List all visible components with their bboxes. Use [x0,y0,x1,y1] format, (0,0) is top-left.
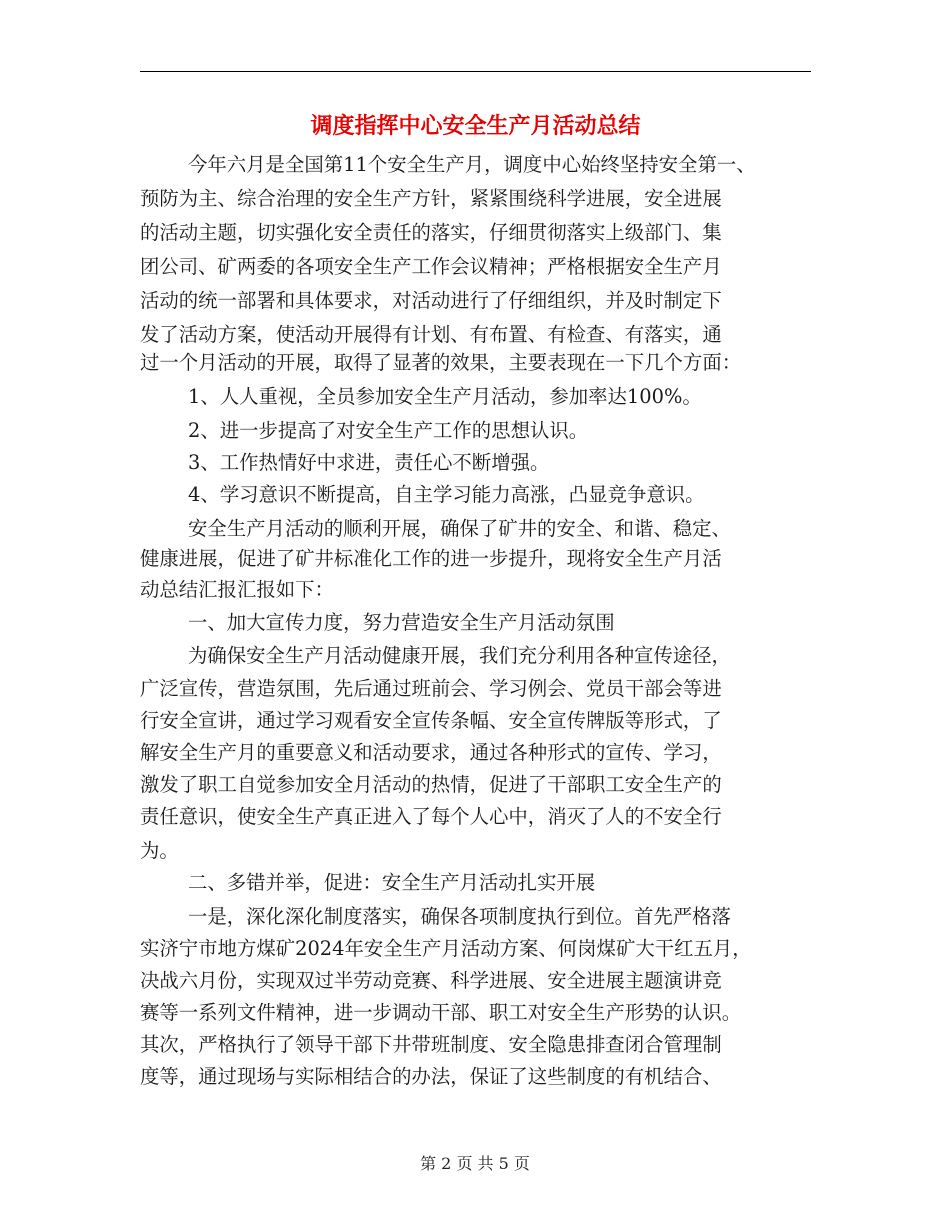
body-line: 决战六月份，实现双过半劳动竞赛、科学进展、安全进展主题演讲竞 [140,969,722,992]
list-item: 1、人人重视，全员参加安全生产月活动，参加率达100%。 [188,385,702,408]
body-line: 度等，通过现场与实际相结合的办法，保证了这些制度的有机结合、 [140,1065,722,1088]
body-line: 行安全宣讲，通过学习观看安全宣传条幅、安全宣传牌版等形式，了 [140,709,722,732]
body-line: 安全生产月活动的顺利开展，确保了矿井的安全、和谐、稳定、 [188,517,731,540]
body-line: 其次，严格执行了领导干部下井带班制度、安全隐患排查闭合管理制 [140,1033,722,1056]
list-item: 2、进一步提高了对安全生产工作的思想认识。 [188,419,589,442]
body-line: 发了活动方案，使活动开展得有计划、有布置、有检查、有落实，通 [140,323,722,346]
body-line: 实济宁市地方煤矿2024年安全生产月活动方案、何岗煤矿大干红五月， [140,937,752,960]
list-item: 4、学习意识不断提高，自主学习能力高涨，凸显竞争意识。 [188,483,705,506]
header-rule [140,71,811,72]
page-number: 第 2 页 共 5 页 [420,1154,530,1173]
body-line: 解安全生产月的重要意义和活动要求，通过各种形式的宣传、学习， [140,741,722,764]
body-line: 为确保安全生产月活动健康开展，我们充分利用各种宣传途径， [188,644,731,667]
body-line: 赛等一系列文件精神，进一步调动干部、职工对安全生产形势的认识。 [140,1001,742,1024]
document-title: 调度指挥中心安全生产月活动总结 [310,114,641,139]
list-item: 3、工作热情好中求进，责任心不断增强。 [188,451,550,474]
body-line: 动总结汇报汇报如下： [140,578,334,601]
body-line: 广泛宣传，营造氛围，先后通过班前会、学习例会、党员干部会等进 [140,677,722,700]
body-line: 活动的统一部署和具体要求，对活动进行了仔细组织，并及时制定下 [140,289,722,312]
body-line: 为。 [140,839,179,862]
body-line: 健康进展，促进了矿井标准化工作的进一步提升，现将安全生产月活 [140,547,722,570]
body-line: 责任意识，使安全生产真正进入了每个人心中，消灭了人的不安全行 [140,805,722,828]
body-line: 团公司、矿两委的各项安全生产工作会议精神；严格根据安全生产月 [140,255,722,278]
body-line: 过一个月活动的开展，取得了显著的效果，主要表现在一下几个方面： [140,351,742,374]
section-heading: 二、多错并举，促进：安全生产月活动扎实开展 [188,871,596,894]
body-line: 的活动主题，切实强化安全责任的落实，仔细贯彻落实上级部门、集 [140,221,722,244]
body-line: 今年六月是全国第11个安全生产月，调度中心始终坚持安全第一、 [188,153,756,176]
section-heading: 一、加大宣传力度，努力营造安全生产月活动氛围 [188,611,615,634]
body-line: 预防为主、综合治理的安全生产方针，紧紧围绕科学进展，安全进展 [140,187,722,210]
body-line: 一是，深化深化制度落实，确保各项制度执行到位。首先严格落 [188,905,731,928]
body-line: 激发了职工自觉参加安全月活动的热情，促进了干部职工安全生产的 [140,773,722,796]
